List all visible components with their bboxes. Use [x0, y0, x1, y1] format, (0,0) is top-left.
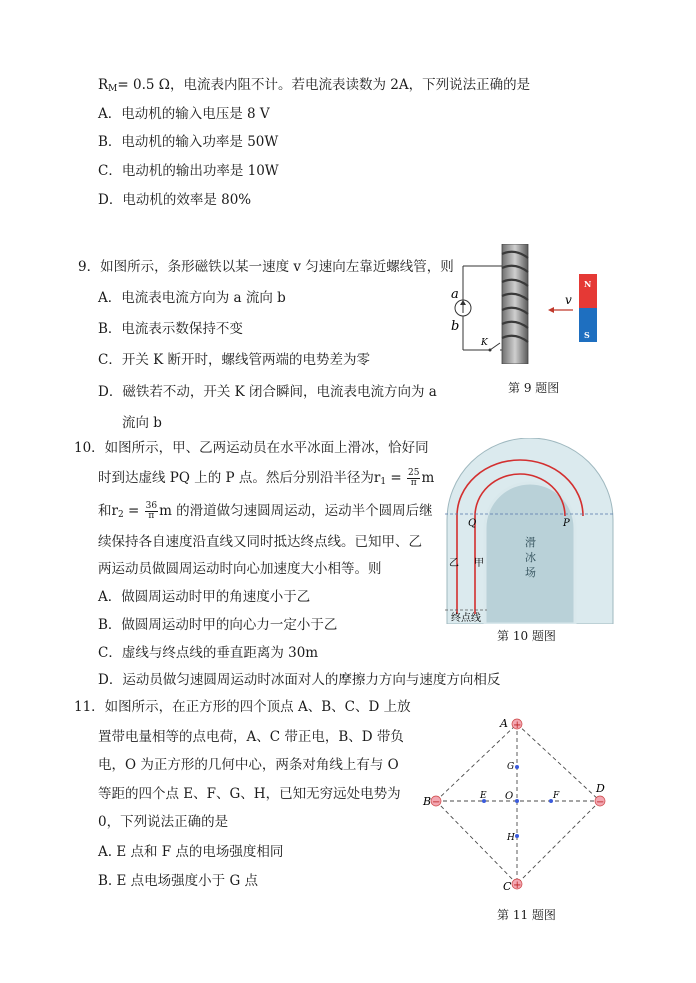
q9-option-d-continued: 流向 b [122, 415, 162, 431]
label-p: P [563, 518, 570, 529]
rink-char-2: 冰 [525, 551, 536, 564]
q8-r-subscript: M [108, 84, 118, 94]
q10-stem-line4: 续保持各自速度沿直线又同时抵达终点线。已知甲、乙 [98, 534, 422, 550]
q11-stem-line1: 11．如图所示，在正方形的四个顶点 A、B、C、D 上放 [74, 699, 411, 715]
q11-square-charges-figure [420, 712, 620, 896]
q10-rink-figure [445, 438, 615, 624]
q10-option-b: B．做圆周运动时甲的向心力一定小于乙 [98, 617, 338, 633]
finish-label: 终点线 [451, 613, 481, 624]
label-E: E [480, 791, 487, 801]
label-H: H [507, 833, 515, 843]
label-a: a [451, 287, 459, 302]
svg-text:−: − [432, 797, 441, 808]
label-jia: 甲 [474, 558, 484, 569]
label-G: G [507, 762, 515, 772]
label-k: K [481, 338, 488, 348]
q9-option-c: C．开关 K 断开时，螺线管两端的电势差为零 [98, 352, 370, 368]
label-v: v [565, 293, 572, 307]
solenoid-core [502, 244, 528, 364]
rink-char-3: 场 [525, 566, 536, 579]
label-C: C [503, 880, 512, 893]
svg-text:+: + [513, 880, 522, 891]
q10-stem-line3: 和$r_2$ = $\frac{36}{\pi}$ m 的滑道做匀速圆周运动，运动半个圆周后继 [98, 501, 433, 521]
q9-option-d: D．磁铁若不动，开关 K 闭合瞬间，电流表电流方向为 a [98, 384, 437, 400]
label-b: b [451, 319, 460, 334]
label-F: F [553, 791, 560, 801]
r1-fraction: $\frac{25}{\pi}$ [408, 468, 420, 488]
q11-stem-line2: 置带电量相等的点电荷，A、C 带正电，B、D 带负 [98, 729, 404, 745]
label-B: B [423, 795, 432, 808]
q8-option-a: A．电动机的输入电压是 8 V [98, 106, 270, 122]
q8-option-c: C．电动机的输出功率是 10W [98, 163, 279, 179]
svg-text:−: − [596, 797, 605, 808]
q10-figure-caption: 第 10 题图 [497, 629, 556, 643]
svg-text:S: S [584, 330, 590, 340]
q9-figure-caption: 第 9 题图 [508, 381, 560, 395]
svg-text:+: + [513, 720, 522, 731]
q10-stem-line1: 10．如图所示，甲、乙两运动员在水平冰面上滑冰，恰好同 [74, 440, 429, 456]
svg-text:N: N [584, 279, 592, 289]
q10-stem-line5: 两运动员做圆周运动时向心加速度大小相等。则 [98, 561, 382, 577]
q9-option-b: B．电流表示数保持不变 [98, 321, 243, 337]
r2-fraction: $\frac{36}{\pi}$ [145, 501, 158, 521]
q9-option-a: A．电流表电流方向为 a 流向 b [98, 290, 286, 306]
rink-char-1: 滑 [525, 536, 536, 549]
q11-option-b: B. E 点电场强度小于 G 点 [98, 873, 259, 889]
q11-stem-line3: 电，O 为正方形的几何中心，两条对角线上有与 O [98, 757, 399, 773]
q11-option-a: A. E 点和 F 点的电场强度相同 [98, 844, 284, 860]
q8-option-b: B．电动机的输入功率是 50W [98, 134, 279, 150]
q9-solenoid-figure [448, 244, 608, 364]
q10-option-d: D．运动员做匀速圆周运动时冰面对人的摩擦力方向与速度方向相反 [98, 672, 501, 688]
q11-figure-caption: 第 11 题图 [497, 908, 556, 922]
q8-stem-line [98, 75, 530, 99]
q8-option-d: D．电动机的效率是 80% [98, 192, 252, 208]
label-A: A [500, 717, 508, 730]
q10-option-c: C．虚线与终点线的垂直距离为 30m [98, 645, 319, 661]
label-yi: 乙 [449, 558, 459, 569]
q10-option-a: A．做圆周运动时甲的角速度小于乙 [98, 589, 311, 605]
q8-stem-text: = 0.5 Ω，电流表内阻不计。若电流表读数为 2A，下列说法正确的是 [117, 77, 531, 93]
q11-stem-line4: 等距的四个点 E、F、G、H，已知无穷远处电势为 [98, 786, 401, 802]
q10-stem-line2: 时到达虚线 PQ 上的 P 点。然后分别沿半径为$r_1$ = $\frac{25}{\pi}$ m [98, 468, 435, 488]
q8-r-symbol: R [98, 77, 109, 93]
label-q: Q [468, 518, 477, 529]
q9-stem: 9．如图所示，条形磁铁以某一速度 v 匀速向左靠近螺线管，则 [78, 259, 454, 275]
label-D: D [596, 782, 605, 795]
q11-stem-line5: 0，下列说法正确的是 [98, 814, 229, 830]
label-O: O [505, 791, 514, 802]
